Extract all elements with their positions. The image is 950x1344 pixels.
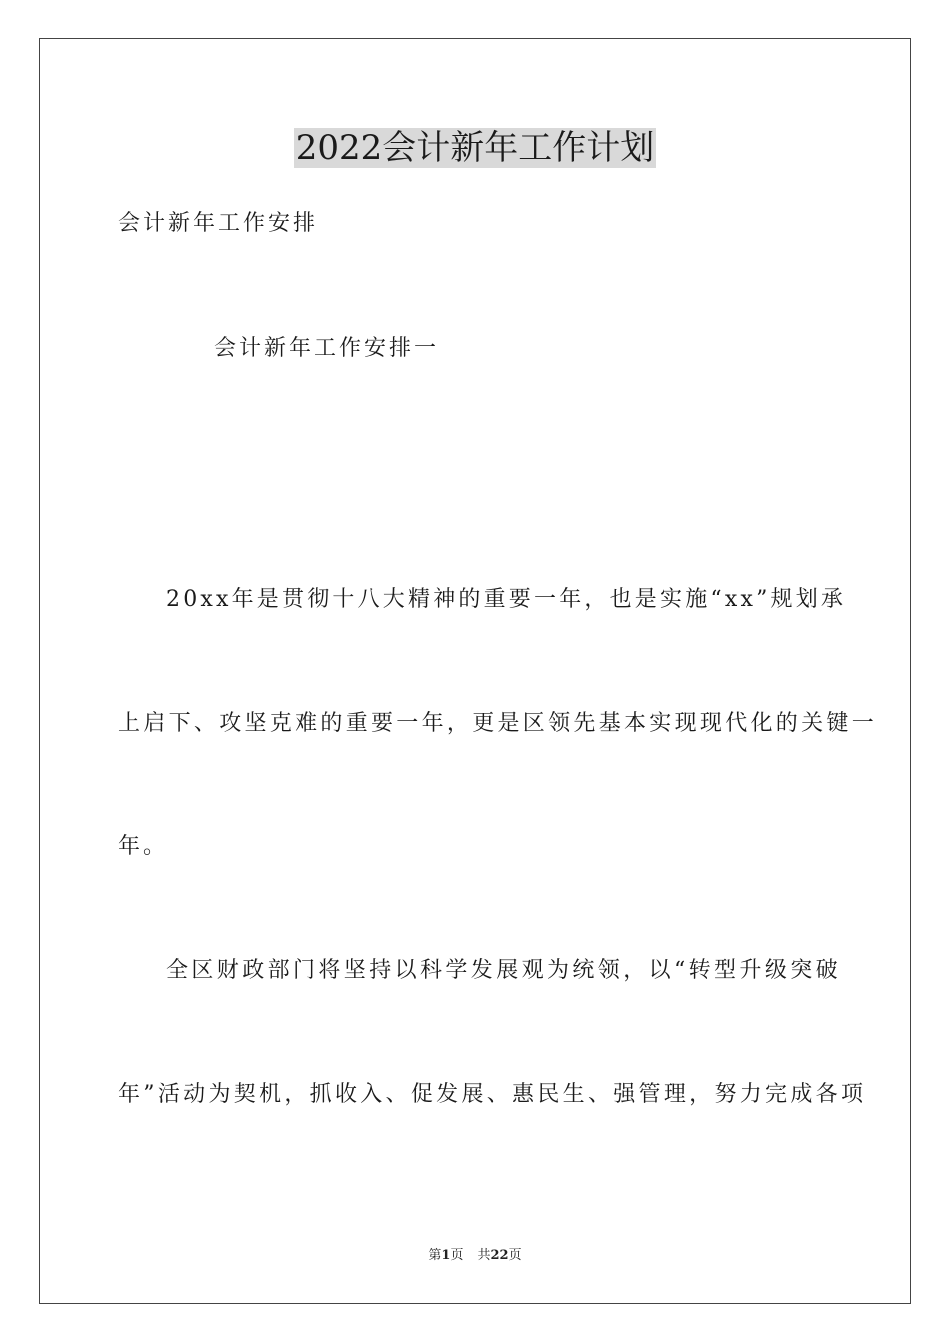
document-title-text: 2022会计新年工作计划 xyxy=(295,128,655,168)
subheading: 会计新年工作安排 xyxy=(118,211,319,236)
footer-page-suffix: 页 xyxy=(450,1248,464,1263)
footer-total-suffix: 页 xyxy=(508,1248,522,1263)
document-title xyxy=(0,126,950,170)
paragraph-1-line-3: 年。 xyxy=(118,834,169,859)
footer-page-prefix: 第 xyxy=(428,1248,442,1263)
paragraph-2-line-1: 全区财政部门将坚持以科学发展观为统领，以“转型升级突破 xyxy=(166,958,842,983)
page-footer xyxy=(0,1247,950,1265)
paragraph-1-line-1: 20xx年是贯彻十八大精神的重要一年，也是实施“xx”规划承 xyxy=(166,587,847,612)
section-heading: 会计新年工作安排一 xyxy=(214,336,440,361)
footer-page-number: 1 xyxy=(441,1248,451,1263)
footer-total-prefix: 共 xyxy=(477,1248,491,1263)
footer-total-pages: 22 xyxy=(490,1248,509,1263)
paragraph-2-line-2: 年”活动为契机，抓收入、促发展、惠民生、强管理，努力完成各项 xyxy=(118,1082,867,1107)
paragraph-1-line-2: 上启下、攻坚克难的重要一年，更是区领先基本实现现代化的关键一 xyxy=(118,711,878,736)
